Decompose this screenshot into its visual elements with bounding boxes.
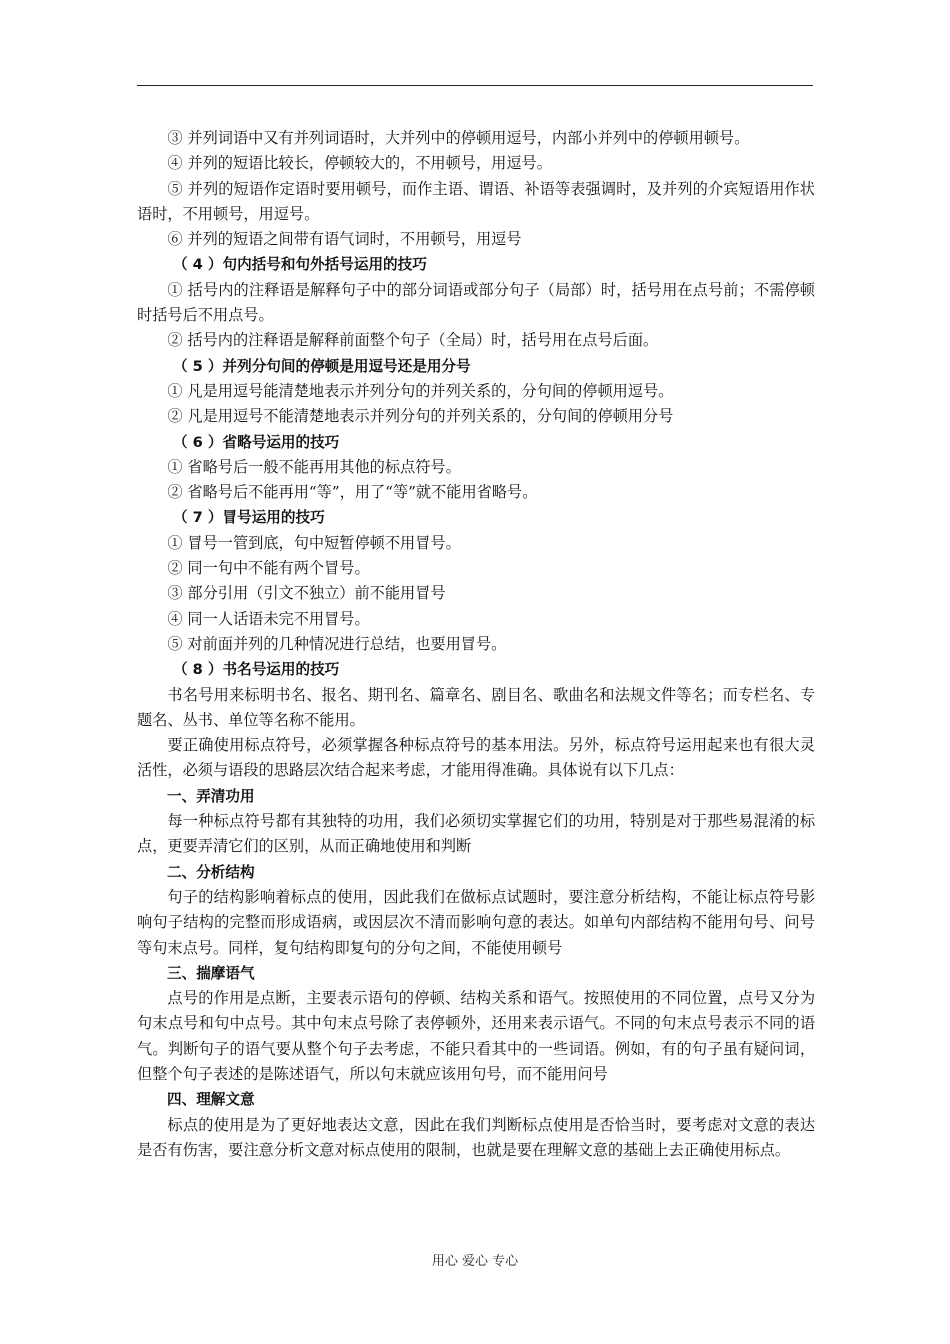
paragraph: ⑤ 对前面并列的几种情况进行总结，也要用冒号。 bbox=[167, 634, 507, 653]
paragraph: ② 省略号后不能再用“等”，用了“等”就不能用省略号。 bbox=[167, 483, 538, 502]
paragraph: 句子的结构影响着标点的使用，因此我们在做标点试题时，要注意分析结构，不能让标点符号影响句子结构的完整而形成语病，或因层次不清而影响句意的表达。如单句内部结构不能用句号、问号等句末点号。同样，复句结构即复句的分句之间，不能使用顿号 bbox=[137, 887, 815, 957]
subsection-heading: （ 6 ）省略号运用的技巧 bbox=[173, 433, 340, 451]
subsection-heading: （ 4 ）句内括号和句外括号运用的技巧 bbox=[173, 256, 427, 274]
document-body bbox=[137, 126, 815, 1163]
subsection-heading: （ 5 ）并列分句间的停顿是用逗号还是用分号 bbox=[173, 357, 471, 375]
paragraph: ② 同一句中不能有两个冒号。 bbox=[167, 559, 370, 578]
paragraph: ④ 并列的短语比较长，停顿较大的，不用顿号，用逗号。 bbox=[167, 154, 552, 173]
paragraph: ④ 同一人话语未完不用冒号。 bbox=[167, 609, 370, 628]
paragraph: ② 括号内的注释语是解释前面整个句子（全局）时，括号用在点号后面。 bbox=[167, 331, 659, 350]
paragraph: ③ 并列词语中又有并列词语时，大并列中的停顿用逗号，内部小并列中的停顿用顿号。 bbox=[167, 129, 750, 147]
paragraph: ② 凡是用逗号不能清楚地表示并列分句的并列关系的，分句间的停顿用分号 bbox=[167, 407, 674, 426]
section-heading: 四、理解文意 bbox=[167, 1091, 255, 1109]
paragraph: 要正确使用标点符号，必须掌握各种标点符号的基本用法。另外，标点符号运用起来也有很大灵活性，必须与语段的思路层次结合起来考虑，才能用得准确。具体说有以下几点： bbox=[137, 736, 815, 780]
paragraph: ③ 部分引用（引文不独立）前不能用冒号 bbox=[167, 584, 446, 603]
paragraph: ① 凡是用逗号能清楚地表示并列分句的并列关系的，分句间的停顿用逗号。 bbox=[167, 381, 674, 400]
paragraph: ① 省略号后一般不能再用其他的标点符号。 bbox=[167, 457, 461, 476]
subsection-heading: （ 7 ）冒号运用的技巧 bbox=[173, 509, 325, 527]
paragraph: 标点的使用是为了更好地表达文意，因此在我们判断标点使用是否恰当时，要考虑对文意的表达是否有伤害，要注意分析文意对标点使用的限制，也就是要在理解文意的基础上去正确使用标点。 bbox=[137, 1115, 815, 1159]
page-footer: 用心 爱心 专心 bbox=[431, 1254, 519, 1269]
subsection-heading: （ 8 ）书名号运用的技巧 bbox=[173, 661, 340, 679]
section-heading: 二、分析结构 bbox=[167, 863, 255, 881]
paragraph: 点号的作用是点断，主要表示语句的停顿、结构关系和语气。按照使用的不同位置，点号又分为句末点号和句中点号。其中句末点号除了表停顿外，还用来表示语气。不同的句末点号表示不同的语气。判断句子的语气要从整个句子去考虑，不能只看其中的一些词语。例如，有的句子虽有疑问词，但整个句子表述的是陈述语气，所以句末就应该用句号，而不能用问号 bbox=[137, 989, 815, 1083]
paragraph: ⑥ 并列的短语之间带有语气词时，不用顿号，用逗号 bbox=[167, 230, 522, 249]
section-heading: 一、弄清功用 bbox=[167, 787, 255, 805]
paragraph: ① 括号内的注释语是解释句子中的部分词语或部分句子（局部）时，括号用在点号前；不需停顿时括号后不用点号。 bbox=[137, 280, 815, 325]
paragraph: 书名号用来标明书名、报名、期刊名、篇章名、剧目名、歌曲名和法规文件等名；而专栏名、专题名、丛书、单位等名称不能用。 bbox=[137, 685, 815, 729]
paragraph: ⑤ 并列的短语作定语时要用顿号，而作主语、谓语、补语等表强调时，及并列的介宾短语用作状语时，不用顿号，用逗号。 bbox=[137, 179, 815, 223]
section-heading: 三、揣摩语气 bbox=[167, 964, 255, 982]
paragraph: ① 冒号一管到底，句中短暂停顿不用冒号。 bbox=[167, 533, 461, 552]
paragraph: 每一种标点符号都有其独特的功用，我们必须切实掌握它们的功用，特别是对于那些易混淆的标点，更要弄清它们的区别，从而正确地使用和判断 bbox=[137, 812, 815, 856]
header-rule bbox=[137, 85, 813, 86]
